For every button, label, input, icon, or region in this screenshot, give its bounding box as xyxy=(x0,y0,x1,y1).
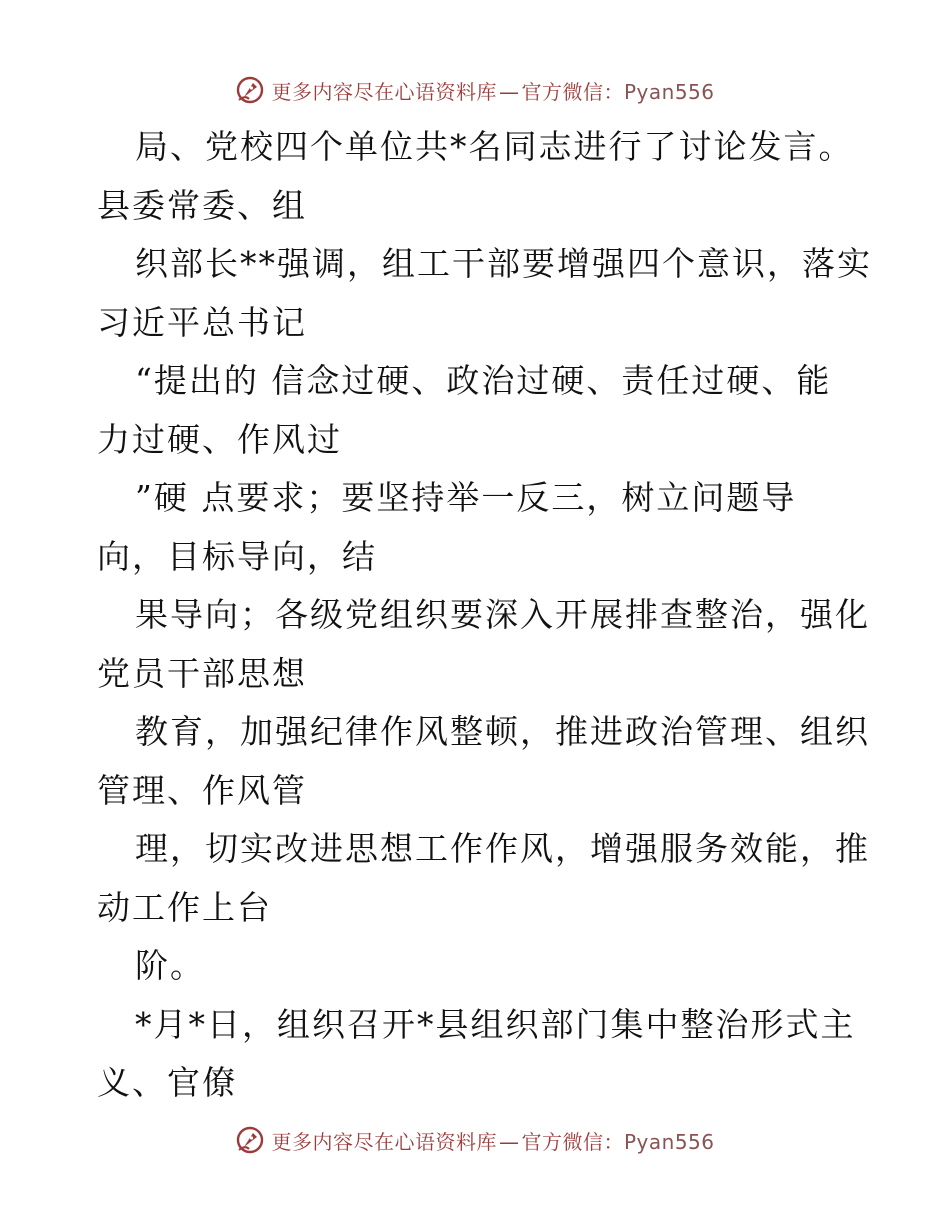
text-line: 教育，加强纪律作风整顿，推进政治管理、组织 xyxy=(135,712,870,751)
text-line: 习近平总书记 xyxy=(97,302,307,342)
text-line: 管理、作风管 xyxy=(97,770,307,810)
watermark-wechat-label: 官方微信： xyxy=(521,1129,624,1154)
watermark-text xyxy=(271,1126,714,1155)
text-line: 局、党校四个单位共*名同志进行了讨论发言。 xyxy=(135,127,854,166)
header-watermark xyxy=(0,70,950,110)
text-line: 县委常委、组 xyxy=(97,185,307,225)
watermark-wechat-id: Pyan556 xyxy=(623,1129,715,1154)
text-line: 动工作上台 xyxy=(97,887,272,927)
text-line: 力过硬、作风过 xyxy=(97,419,342,459)
watermark-brand: 更多内容尽在心语资料库 xyxy=(271,1129,497,1154)
watermark-separator: — xyxy=(498,79,520,104)
text-line: 向，目标导向，结 xyxy=(97,536,377,576)
watermark-brand: 更多内容尽在心语资料库 xyxy=(271,79,497,104)
text-line: ”硬 点要求；要坚持举一反三，树立问题导 xyxy=(135,478,797,517)
text-line: *月*日，组织召开*县组织部门集中整治形式主 xyxy=(135,1004,856,1044)
document-body xyxy=(97,118,872,1113)
text-line: 理，切实改进思想工作作风，增强服务效能，推 xyxy=(135,829,870,868)
text-line: 织部长**强调，组工干部要增强四个意识，落实 xyxy=(135,244,872,283)
text-line: 义、官僚 xyxy=(97,1063,237,1102)
pen-nib-circle-icon xyxy=(235,1125,265,1155)
footer-watermark xyxy=(0,1120,950,1160)
text-line: 阶。 xyxy=(135,946,205,985)
watermark-wechat-label: 官方微信： xyxy=(521,79,624,104)
watermark-separator: — xyxy=(498,1129,520,1154)
text-line: “提出的 信念过硬、政治过硬、责任过硬、能 xyxy=(135,361,832,400)
text-line: 党员干部思想 xyxy=(97,653,307,693)
text-line: 果导向；各级党组织要深入开展排查整治，强化 xyxy=(135,595,870,634)
watermark-wechat-id: Pyan556 xyxy=(623,79,715,104)
watermark-text xyxy=(271,76,714,105)
pen-nib-circle-icon xyxy=(235,75,265,105)
